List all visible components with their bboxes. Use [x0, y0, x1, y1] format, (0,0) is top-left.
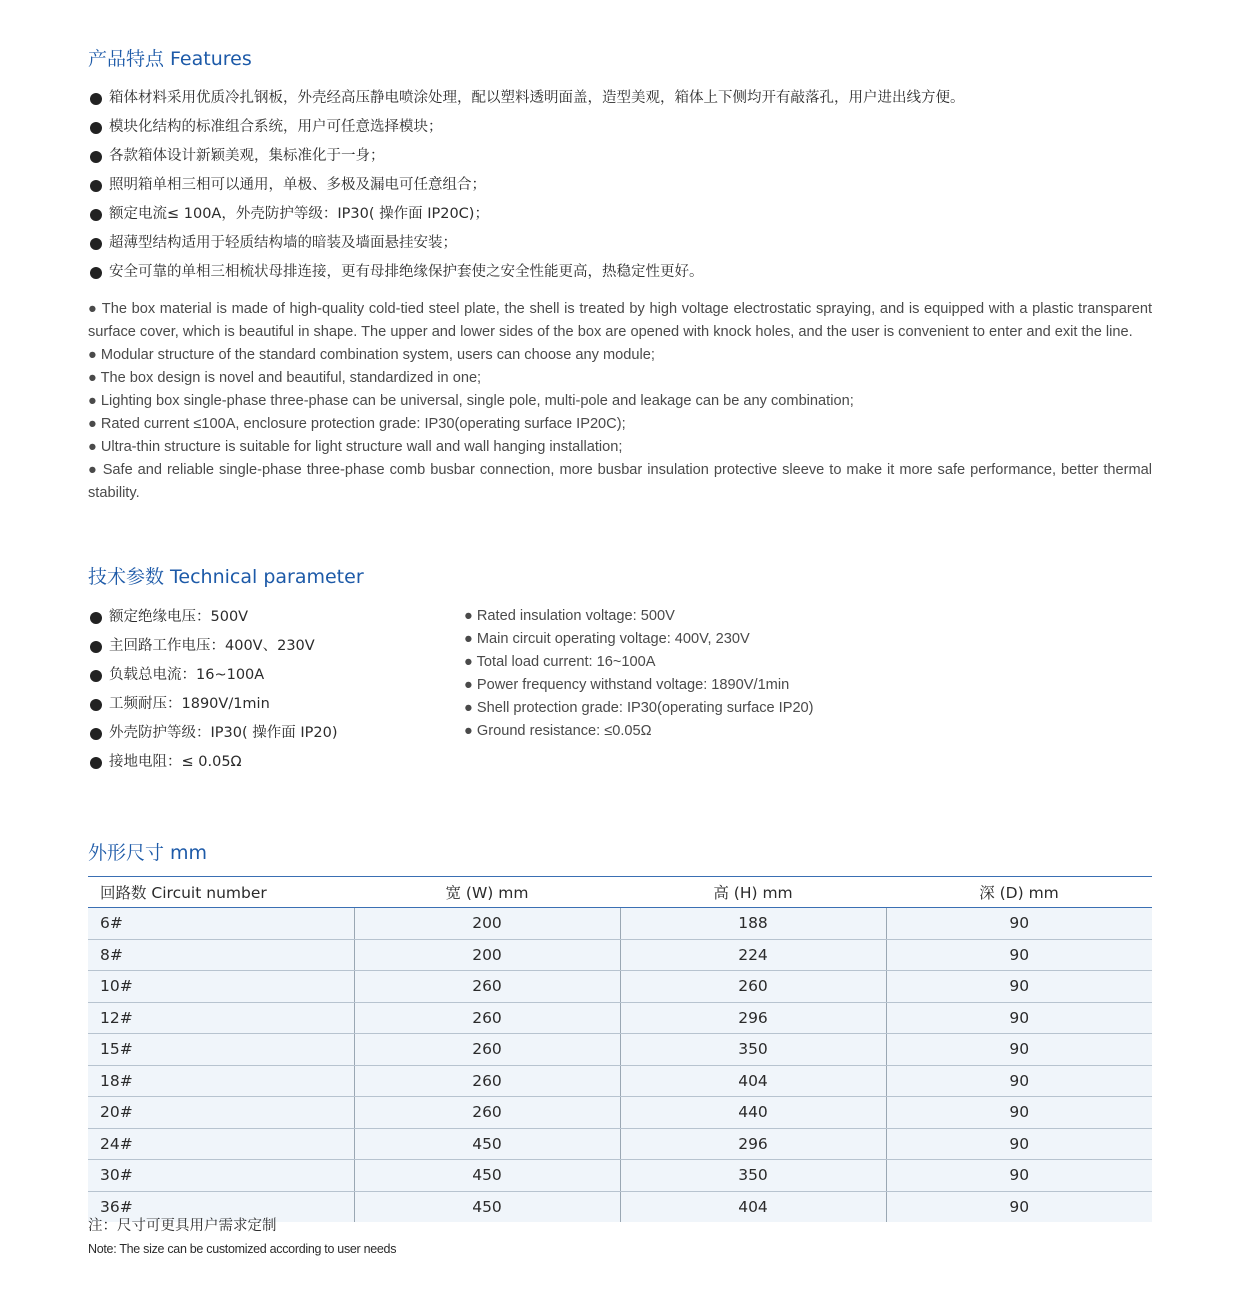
table-cell: 296 — [620, 1128, 886, 1160]
table-cell: 296 — [620, 1002, 886, 1034]
features-en-list — [88, 298, 1152, 505]
table-cell: 260 — [354, 1034, 620, 1066]
column-header: 回路数 Circuit number — [88, 877, 354, 908]
table-cell: 10# — [88, 971, 354, 1003]
size-note-cn: 注：尺寸可更具用户需求定制 — [88, 1218, 277, 1234]
list-item: ● Total load current: 16~100A — [464, 654, 656, 670]
table-cell: 12# — [88, 1002, 354, 1034]
table-row — [88, 1034, 1152, 1066]
table-cell: 224 — [620, 939, 886, 971]
list-item: ● The box material is made of high-quality cold-tied steel plate, the shell is treated by high voltage electrostatic spraying, and is equipped with a plastic transparent surface cover, which is beautiful in shape. The upper and lower sides of the box are opened with knock holes, and the user is convenient to enter and exit the line. — [88, 301, 1152, 340]
table-cell: 90 — [886, 1034, 1152, 1066]
table-cell: 8# — [88, 939, 354, 971]
list-item: 箱体材料采用优质冷扎钢板，外壳经高压静电喷涂处理，配以塑料透明面盖，造型美观，箱体上下侧均开有敲落孔，用户进出线方便。 — [88, 84, 965, 113]
dimensions-title: 外形尺寸 mm — [88, 842, 208, 864]
table-cell: 260 — [354, 971, 620, 1003]
list-item: ● Ground resistance: ≤0.05Ω — [464, 723, 652, 739]
list-item: ● Power frequency withstand voltage: 1890V/1min — [464, 677, 790, 693]
table-cell: 450 — [354, 1160, 620, 1192]
table-row — [88, 1097, 1152, 1129]
features-cn-list — [88, 84, 965, 287]
table-header-row — [88, 877, 1152, 908]
list-item: ● Ultra-thin structure is suitable for light structure wall and wall hanging installation; — [88, 439, 623, 455]
table-cell: 404 — [620, 1065, 886, 1097]
list-item: ● Modular structure of the standard combination system, users can choose any module; — [88, 347, 655, 363]
column-header: 深 (D) mm — [886, 877, 1152, 908]
table-cell: 30# — [88, 1160, 354, 1192]
table-cell: 20# — [88, 1097, 354, 1129]
column-header: 高 (H) mm — [620, 877, 886, 908]
table-row — [88, 1160, 1152, 1192]
list-item: 额定电流≤ 100A，外壳防护等级：IP30( 操作面 IP20C)； — [88, 200, 965, 229]
table-row — [88, 1065, 1152, 1097]
table-row — [88, 908, 1152, 940]
list-item: ● Safe and reliable single-phase three-phase comb busbar connection, more busbar insulation protective sleeve to make it more safe performance, better thermal stability. — [88, 462, 1152, 501]
table-cell: 15# — [88, 1034, 354, 1066]
table-cell: 90 — [886, 1160, 1152, 1192]
list-item: ● Rated current ≤100A, enclosure protection grade: IP30(operating surface IP20C); — [88, 416, 626, 432]
table-cell: 18# — [88, 1065, 354, 1097]
list-item: ● The box design is novel and beautiful, standardized in one; — [88, 370, 482, 386]
dimensions-table — [88, 876, 1152, 1222]
table-cell: 260 — [354, 1002, 620, 1034]
list-item: 安全可靠的单相三相梳状母排连接，更有母排绝缘保护套使之安全性能更高，热稳定性更好。 — [88, 258, 965, 287]
table-cell: 450 — [354, 1191, 620, 1222]
table-cell: 90 — [886, 939, 1152, 971]
table-cell: 90 — [886, 1002, 1152, 1034]
table-row — [88, 971, 1152, 1003]
table-cell: 6# — [88, 908, 354, 940]
table-cell: 450 — [354, 1128, 620, 1160]
list-item: 主回路工作电压：400V、230V — [88, 632, 337, 661]
table-cell: 350 — [620, 1034, 886, 1066]
technical-cn-list — [88, 603, 337, 777]
table-cell: 24# — [88, 1128, 354, 1160]
table-cell: 200 — [354, 908, 620, 940]
table-cell: 260 — [354, 1097, 620, 1129]
column-header: 宽 (W) mm — [354, 877, 620, 908]
features-title: 产品特点 Features — [88, 48, 252, 70]
list-item: ● Rated insulation voltage: 500V — [464, 608, 675, 624]
list-item: 照明箱单相三相可以通用，单极、多极及漏电可任意组合； — [88, 171, 965, 200]
table-row — [88, 939, 1152, 971]
list-item: 负载总电流：16~100A — [88, 661, 337, 690]
list-item: 模块化结构的标准组合系统，用户可任意选择模块； — [88, 113, 965, 142]
table-cell: 90 — [886, 1191, 1152, 1222]
table-row — [88, 1002, 1152, 1034]
table-cell: 90 — [886, 908, 1152, 940]
table-cell: 90 — [886, 971, 1152, 1003]
table-cell: 260 — [354, 1065, 620, 1097]
list-item: 额定绝缘电压：500V — [88, 603, 337, 632]
table-cell: 188 — [620, 908, 886, 940]
table-cell: 90 — [886, 1097, 1152, 1129]
list-item: 外壳防护等级：IP30( 操作面 IP20) — [88, 719, 337, 748]
table-cell: 350 — [620, 1160, 886, 1192]
technical-en-list — [464, 605, 814, 743]
table-row — [88, 1128, 1152, 1160]
list-item: ● Main circuit operating voltage: 400V, 230V — [464, 631, 750, 647]
table-cell: 90 — [886, 1065, 1152, 1097]
list-item: 工频耐压：1890V/1min — [88, 690, 337, 719]
table-cell: 260 — [620, 971, 886, 1003]
table-cell: 200 — [354, 939, 620, 971]
size-note-en: Note: The size can be customized according to user needs — [88, 1242, 397, 1256]
table-cell: 36# — [88, 1191, 354, 1222]
table-cell: 440 — [620, 1097, 886, 1129]
table-cell: 404 — [620, 1191, 886, 1222]
table-cell: 90 — [886, 1128, 1152, 1160]
list-item: 各款箱体设计新颖美观，集标准化于一身； — [88, 142, 965, 171]
list-item: ● Shell protection grade: IP30(operating surface IP20) — [464, 700, 814, 716]
technical-title: 技术参数 Technical parameter — [88, 566, 364, 588]
list-item: 超薄型结构适用于轻质结构墙的暗装及墙面悬挂安装； — [88, 229, 965, 258]
list-item: 接地电阻：≤ 0.05Ω — [88, 748, 337, 777]
list-item: ● Lighting box single-phase three-phase can be universal, single pole, multi-pole and leakage can be any combination; — [88, 393, 854, 409]
